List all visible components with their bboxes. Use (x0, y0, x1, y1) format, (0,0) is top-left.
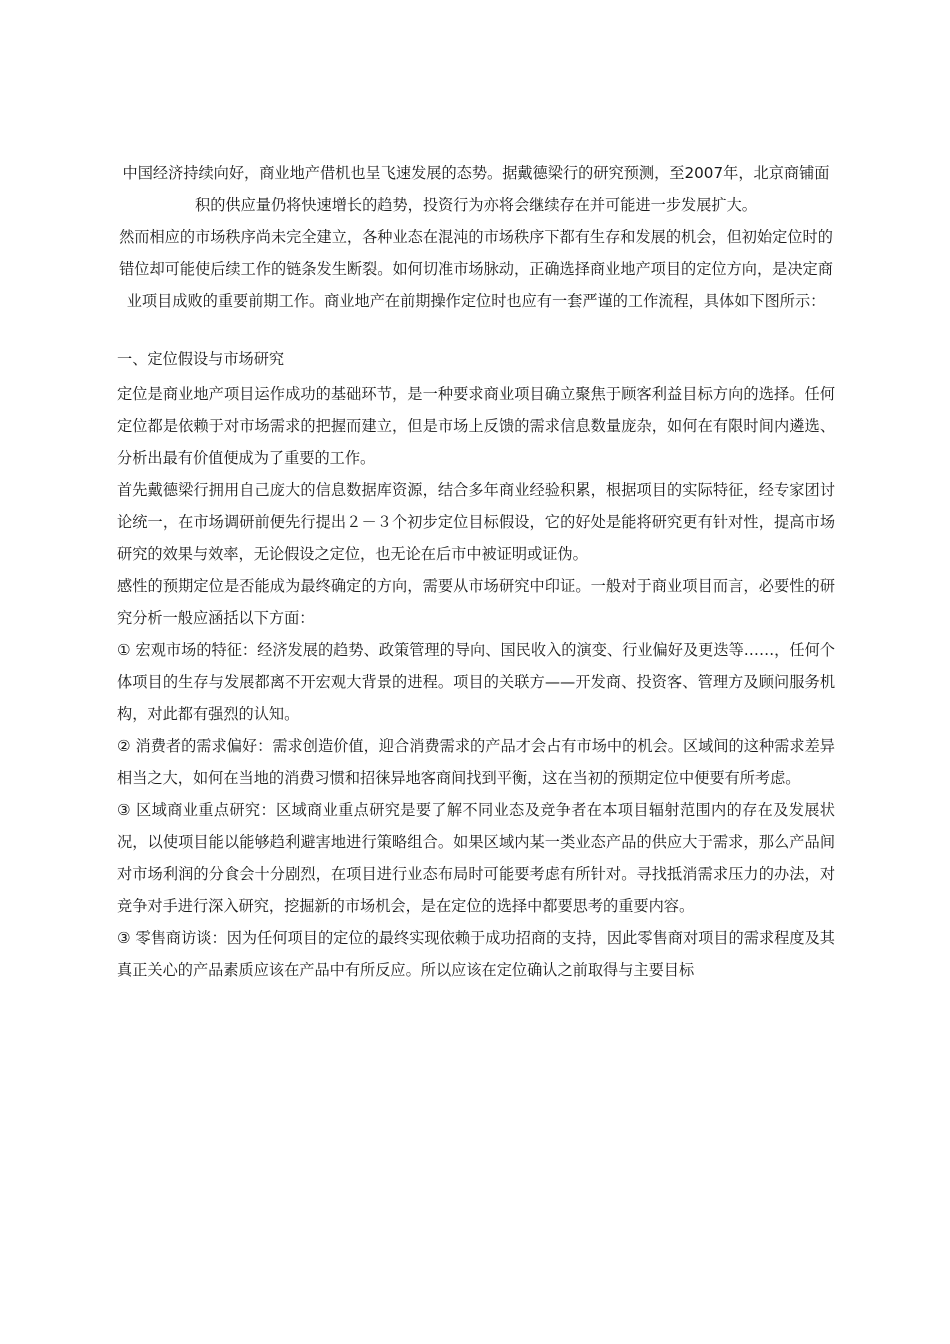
list-item-macro-market: ① 宏观市场的特征：经济发展的趋势、政策管理的导向、国民收入的演变、行业偏好及更迭等……，任何个体项目的生存与发展都离不开宏观大背景的进程。项目的关联方——开发商、投资客、管理方及顾问服务机构，对此都有强烈的认知。 (117, 641, 835, 723)
body-paragraph: 首先戴德梁行拥用自己庞大的信息数据库资源，结合多年商业经验积累，根据项目的实际特征，经专家团讨论统一，在市场调研前便先行提出２－３个初步定位目标假设，它的好处是能将研究更有针对性，提高市场研究的效果与效率，无论假设之定位，也无论在后市中被证明或证伪。 (117, 481, 835, 563)
list-item-regional-commerce: ③ 区域商业重点研究：区域商业重点研究是要了解不同业态及竞争者在本项目辐射范围内的存在及发展状况，以使项目能以能够趋利避害地进行策略组合。如果区域内某一类业态产品的供应大于需求，那么产品间对市场利润的分食会十分剧烈，在项目进行业态布局时可能要考虑有所针对。寻找抵消需求压力的办法，对竞争对手进行深入研究，挖掘新的市场机会，是在定位的选择中都要思考的重要内容。 (117, 801, 835, 915)
body-section (117, 378, 835, 986)
intro-paragraph: 然而相应的市场秩序尚未完全建立，各种业态在混沌的市场秩序下都有生存和发展的机会，但初始定位时的错位却可能使后续工作的链条发生断裂。如何切准市场脉动，正确选择商业地产项目的定位方向，是决定商业项目成败的重要前期工作。商业地产在前期操作定位时也应有一套严谨的工作流程，具体如下图所示： (119, 228, 833, 310)
body-paragraph: 感性的预期定位是否能成为最终确定的方向，需要从市场研究中印证。一般对于商业项目而言，必要性的研究分析一般应涵括以下方面： (117, 577, 835, 627)
section-heading: 一、定位假设与市场研究 (117, 350, 285, 368)
document-page (117, 157, 835, 986)
intro-paragraph: 中国经济持续向好，商业地产借机也呈飞速发展的态势。据戴德梁行的研究预测，至2007年，北京商铺面积的供应量仍将快速增长的趋势，投资行为亦将会继续存在并可能进一步发展扩大。 (122, 164, 830, 214)
list-item-retailer-interview: ③ 零售商访谈：因为任何项目的定位的最终实现依赖于成功招商的支持，因此零售商对项目的需求程度及其真正关心的产品素质应该在产品中有所反应。所以应该在定位确认之前取得与主要目标 (117, 929, 835, 979)
list-item-consumer-preference: ② 消费者的需求偏好：需求创造价值，迎合消费需求的产品才会占有市场中的机会。区域间的这种需求差异相当之大，如何在当地的消费习惯和招徕异地客商间找到平衡，这在当初的预期定位中便要有所考虑。 (117, 737, 835, 787)
intro-section (117, 157, 835, 317)
body-paragraph: 定位是商业地产项目运作成功的基础环节，是一种要求商业项目确立聚焦于顾客利益目标方向的选择。任何定位都是依赖于对市场需求的把握而建立，但是市场上反馈的需求信息数量庞杂，如何在有限时间内遴选、分析出最有价值便成为了重要的工作。 (117, 385, 835, 467)
